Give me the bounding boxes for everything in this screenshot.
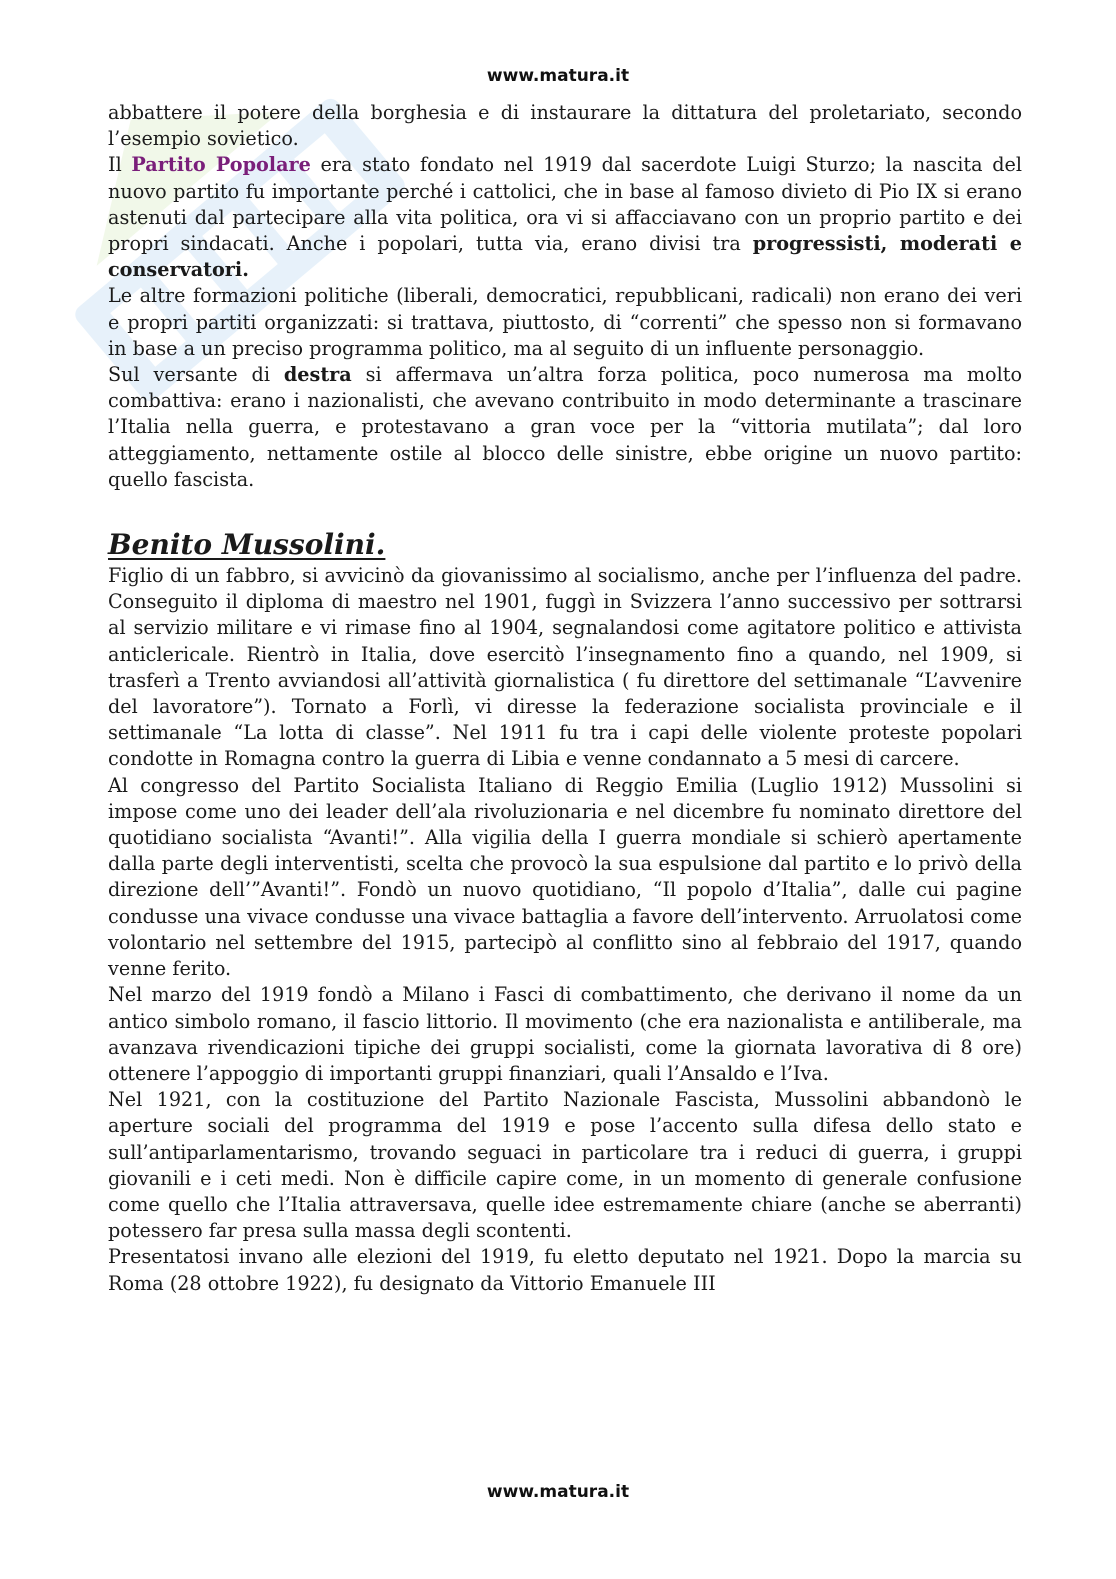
paragraph: Nel 1921, con la costituzione del Partito Nazionale Fascista, Mussolini abbandonò le aperture sociali del programma del 1919 e pose l’accento sulla difesa dello stato e sull’antiparlamentarismo, trovando seguaci in particolare tra i reduci di guerra, i gruppi giovanili e i ceti medi. Non è difficile capire come, in un momento di generale confusione come quello che l’Italia attraversava, quelle idee estremamente chiare (anche se aberranti) potessero far presa sulla massa degli scontenti. xyxy=(108,1088,1022,1243)
paragraph xyxy=(108,362,1022,493)
page-footer: www.matura.it xyxy=(486,1482,630,1502)
bold-term: destra xyxy=(283,363,352,387)
section-heading: Benito Mussolini. xyxy=(108,528,386,562)
bold-term: progressisti, moderati e conservatori. xyxy=(108,232,1022,282)
paragraph: Al congresso del Partito Socialista Italiano di Reggio Emilia (Luglio 1912) Mussolini si impose come uno dei leader dell’ala rivoluzionaria e nel dicembre fu nominato direttore del quotidiano socialista “Avanti!”. Alla vigilia della I guerra mondiale si schierò apertamente dalla parte degli interventisti, scelta che provocò la sua espulsione dal partito e lo privò della direzione dell’”Avanti!”. Fondò un nuovo quotidiano, “Il popolo d’Italia”, dalle cui pagine condusse una vivace condusse una vivace battaglia a favore dell’intervento. Arruolatosi come volontario nel settembre del 1915, partecipò al conflitto sino al febbraio del 1917, quando venne ferito. xyxy=(108,773,1022,981)
page-header: www.matura.it xyxy=(486,66,630,86)
text-run: Sul versante di xyxy=(108,363,284,387)
document-body xyxy=(108,100,1022,1297)
paragraph: Nel marzo del 1919 fondò a Milano i Fasci di combattimento, che derivano il nome da un antico simbolo romano, il fascio littorio. Il movimento (che era nazionalista e antiliberale, ma avanzava rivendicazioni tipiche dei gruppi socialisti, come la giornata lavorativa di 8 ore) ottenere l’appoggio di importanti gruppi finanziari, quali l’Ansaldo e l’Iva. xyxy=(108,983,1022,1085)
paragraph: Figlio di un fabbro, si avvicinò da giovanissimo al socialismo, anche per l’influenza del padre. Conseguito il diploma di maestro nel 1901, fuggì in Svizzera l’anno successivo per sottrarsi al servizio militare e vi rimase fino al 1904, segnalandosi come agitatore politico e attivista anticlericale. Rientrò in Italia, dove esercitò l’insegnamento fino a quando, nel 1909, si trasferì a Trento avviandosi all’attività giornalistica ( fu direttore del settimanale “L’avvenire del lavoratore”). Tornato a Forlì, vi diresse la federazione socialista provinciale e il settimanale “La lotta di classe”. Nel 1911 fu tra i capi delle violente proteste popolari condotte in Romagna contro la guerra di Libia e venne condannato a 5 mesi di carcere. xyxy=(108,564,1022,771)
paragraph: Presentatosi invano alle elezioni del 1919, fu eletto deputato nel 1921. Dopo la marcia su Roma (28 ottobre 1922), fu designato da Vittorio Emanuele III xyxy=(108,1245,1022,1295)
highlighted-term: Partito Popolare xyxy=(131,153,311,177)
paragraph: abbattere il potere della borghesia e di instaurare la dittatura del proletariato, secondo l’esempio sovietico. xyxy=(108,101,1022,151)
paragraph xyxy=(108,152,1022,283)
paragraph: Le altre formazioni politiche (liberali, democratici, repubblicani, radicali) non erano dei veri e propri partiti organizzati: si trattava, piuttosto, di “correnti” che spesso non si formavano in base a un preciso programma politico, ma al seguito di un influente personaggio. xyxy=(108,284,1022,360)
text-run: era stato fondato nel 1919 dal sacerdote Luigi Sturzo; la nascita del nuovo partito fu importante perché i cattolici, che in base al famoso divieto di Pio IX si erano astenuti dal partecipare alla vita politica, ora vi si affacciavano con un proprio partito e dei propri sindacati. Anche i popolari, tutta via, erano divisi tra xyxy=(108,153,1022,256)
text-run: Il xyxy=(108,153,132,177)
text-run: si affermava un’altra forza politica, poco numerosa ma molto combattiva: erano i nazionalisti, che avevano contribuito in modo determinante a trascinare l’Italia nella guerra, e protestavano a gran voce per la “vittoria mutilata”; dal loro atteggiamento, nettamente ostile al blocco delle sinistre, ebbe origine un nuovo partito: quello fascista. xyxy=(108,363,1022,491)
